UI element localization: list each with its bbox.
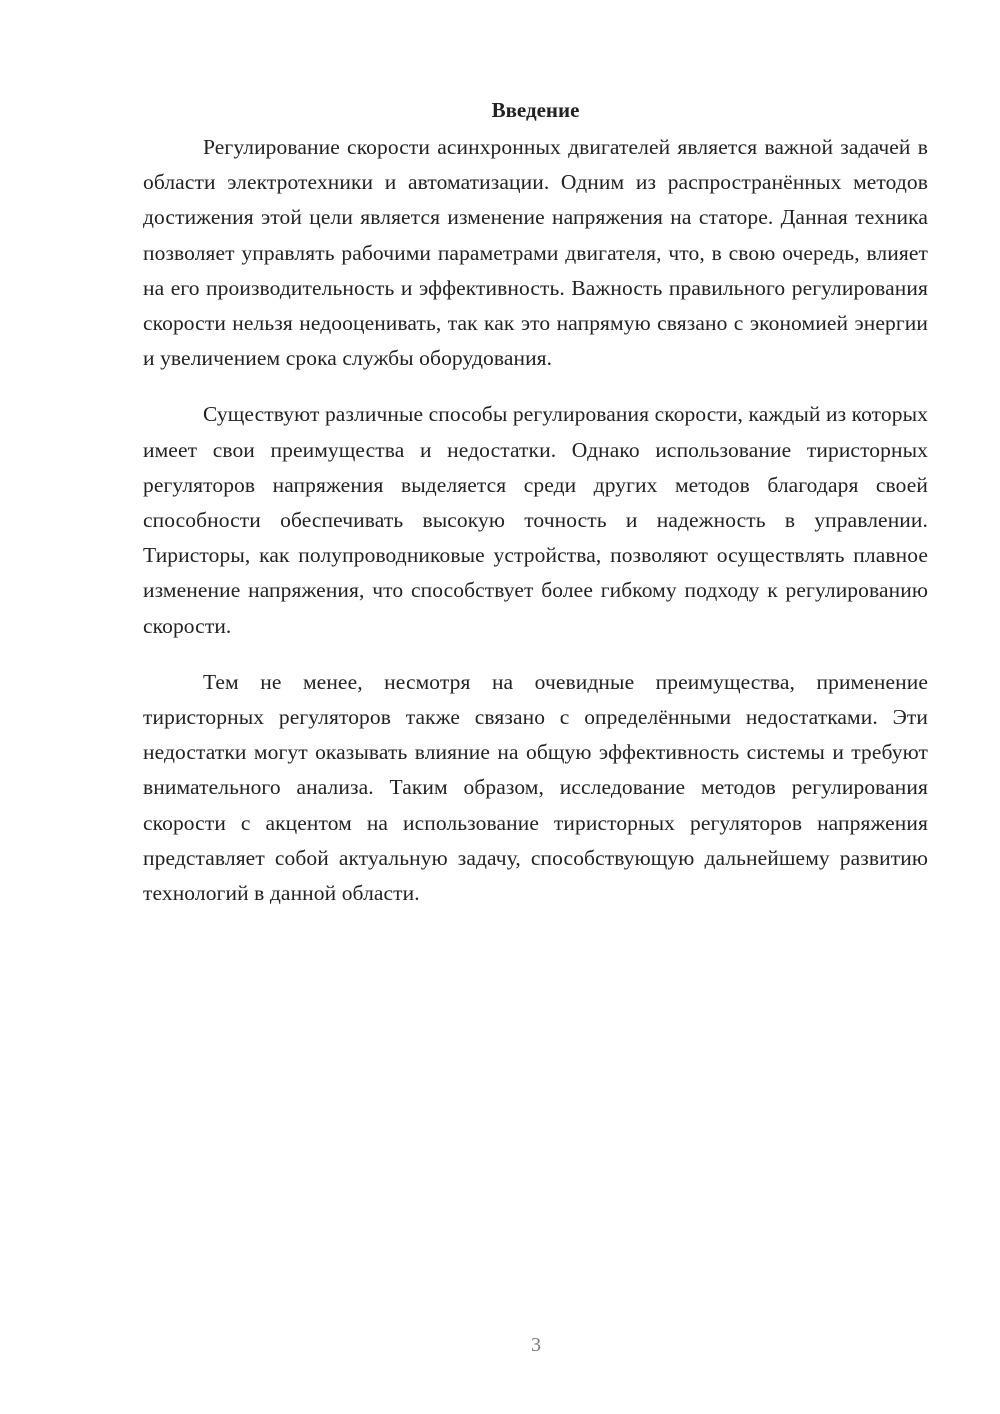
paragraph-2: Существуют различные способы регулирования скорости, каждый из которых имеет свои преимущества и недостатки. Однако использование тиристорных регуляторов напряжения выделяется среди других методов благодаря своей способности обеспечивать высокую точность и надежность в управлении. Тиристоры, как полупроводниковые устройства, позволяют осуществлять плавное изменение напряжения, что способствует более гибкому подходу к регулированию скорости. [143, 402, 928, 638]
page-number: 3 [531, 1334, 541, 1356]
paragraph-1: Регулирование скорости асинхронных двигателей является важной задачей в области электротехники и автоматизации. Одним из распространённых методов достижения этой цели является изменение напряжения на статоре. Данная техника позволяет управлять рабочими параметрами двигателя, что, в свою очередь, влияет на его производительность и эффективность. Важность правильного регулирования скорости нельзя недооценивать, так как это напрямую связано с экономией энергии и увеличением срока службы оборудования. [143, 135, 928, 371]
section-heading: Введение [491, 98, 580, 122]
paragraph-3: Тем не менее, несмотря на очевидные преимущества, применение тиристорных регуляторов также связано с определёнными недостатками. Эти недостатки могут оказывать влияние на общую эффективность системы и требуют внимательного анализа. Таким образом, исследование методов регулирования скорости с акцентом на использование тиристорных регуляторов напряжения представляет собой актуальную задачу, способствующую дальнейшему развитию технологий в данной области. [143, 669, 928, 906]
page-body [143, 93, 928, 932]
